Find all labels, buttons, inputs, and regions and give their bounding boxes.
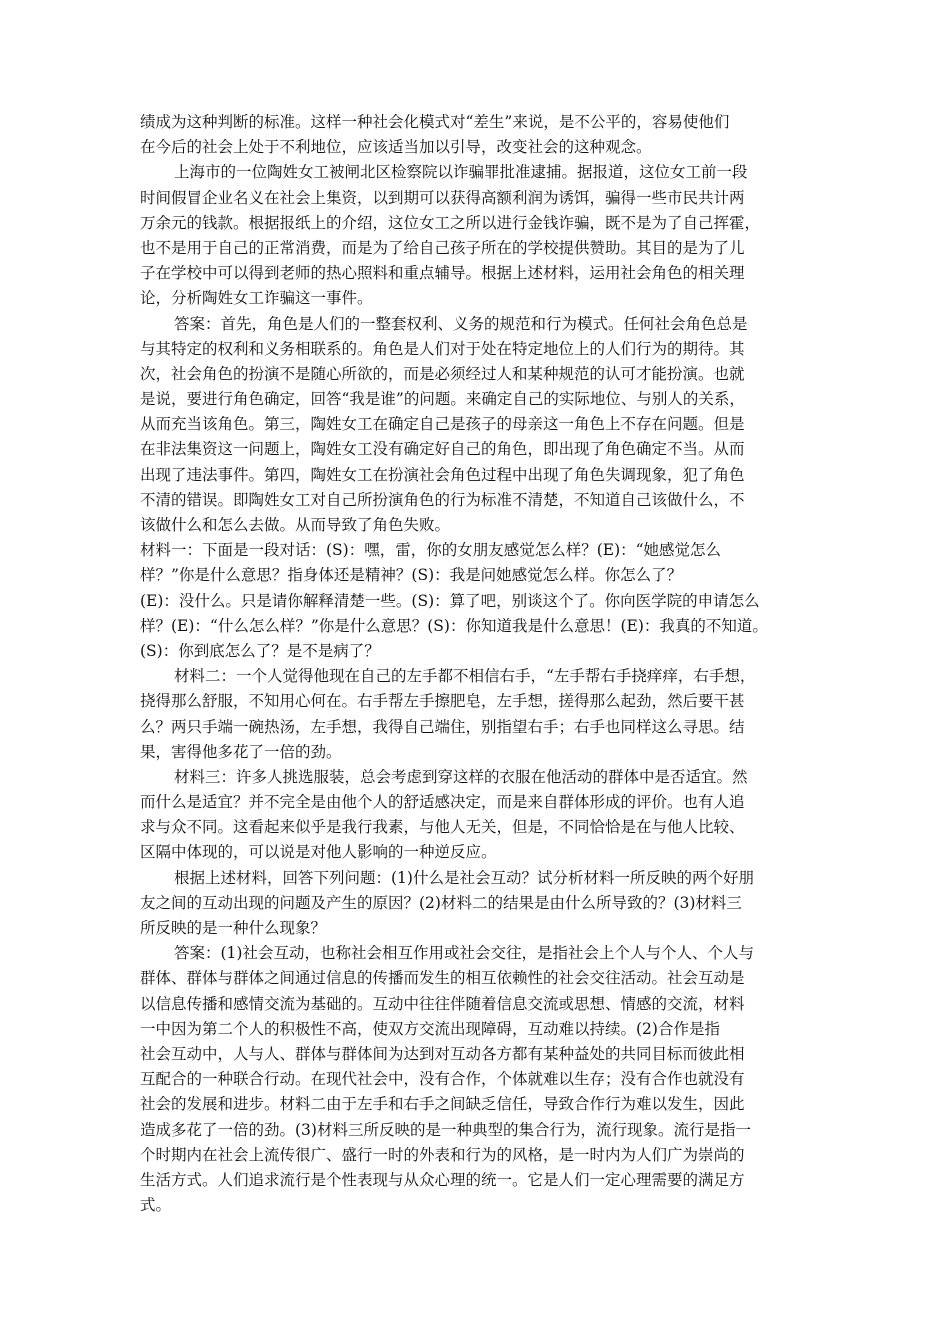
text-line: 一中因为第二个人的积极性不高，使双方交流出现障碍，互动难以持续。(2)合作是指	[140, 1019, 720, 1038]
text-line: 互配合的一种联合行动。在现代社会中，没有合作，个体就难以生存；没有合作也就没有	[140, 1070, 745, 1089]
text-line: 样？”你是什么意思？指身体还是精神？(S)：我是问她感觉怎么样。你怎么了？	[140, 566, 683, 585]
text-line: 材料二：一个人觉得他现在自己的左手都不相信右手，“左手帮右手挠痒痒，右手想，	[174, 667, 756, 686]
text-line: 材料三：许多人挑选服装，总会考虑到穿这样的衣服在他活动的群体中是否适宜。然	[174, 767, 748, 786]
text-line: 个时期内在社会上流传很广、盛行一时的外表和行为的风格，是一时内为人们广为崇尚的	[140, 1145, 745, 1164]
text-line: 而什么是适宜？并不完全是由他个人的舒适感决定，而是来自群体形成的评价。也有人追	[140, 793, 745, 812]
text-line: 绩成为这种判断的标准。这样一种社会化模式对“差生”来说，是不公平的，容易使他们	[140, 113, 730, 131]
text-line: 友之间的互动出现的问题及产生的原因？(2)材料二的结果是由什么所导致的？(3)材料三	[140, 893, 742, 912]
text-line: 求与众不同。这看起来似乎是我行我素，与他人无关，但是，不同恰恰是在与他人比较、	[140, 818, 745, 837]
text-line: 么？两只手端一碗热汤，左手想，我得自己端住，别指望右手；右手也同样这么寻思。结	[140, 717, 745, 736]
text-line: 答案：(1)社会互动，也称社会相互作用或社会交往，是指社会上个人与个人、个人与	[174, 944, 754, 963]
text-line: 也不是用于自己的正常消费，而是为了给自己孩子所在的学校提供赞助。其目的是为了儿	[140, 238, 745, 257]
text-line: 子在学校中可以得到老师的热心照料和重点辅导。根据上述材料，运用社会角色的相关理	[140, 264, 745, 283]
text-line: (E)：没什么。只是请你解释清楚一些。(S)：算了吧，别谈这个了。你向医学院的申请怎么	[140, 591, 760, 610]
text-line: 次，社会角色的扮演不是随心所欲的，而是必须经过人和某种规范的认可才能扮演。也就	[140, 364, 745, 383]
text-line: 果，害得他多花了一倍的劲。	[140, 742, 342, 761]
text-line: 出现了违法事件。第四，陶姓女工在扮演社会角色过程中出现了角色失调现象，犯了角色	[140, 465, 745, 484]
text-line: 在非法集资这一问题上，陶姓女工没有确定好自己的角色，即出现了角色确定不当。从而	[140, 440, 745, 459]
text-line: 以信息传播和感情交流为基础的。互动中往往伴随着信息交流或思想、情感的交流，材料	[140, 994, 745, 1013]
text-line: 材料一：下面是一段对话：(S)：嘿，雷，你的女朋友感觉怎么样？(E)：“她感觉怎么	[140, 541, 722, 560]
text-line: 与其特定的权利和义务相联系的。角色是人们对于处在特定地位上的人们行为的期待。其	[140, 339, 745, 358]
text-line: 所反映的是一种什么现象？	[140, 919, 327, 937]
text-line: 社会的发展和进步。材料二由于左手和右手之间缺乏信任，导致合作行为难以发生，因此	[140, 1095, 745, 1114]
text-line: (S)：你到底怎么了？是不是病了？	[140, 641, 380, 660]
text-line: 是说，要进行角色确定，回答“我是谁”的问题。来确定自己的实际地位、与别人的关系，	[140, 390, 745, 409]
text-line: 社会互动中，人与人、群体与群体间为达到对互动各方都有某种益处的共同目标而彼此相	[140, 1044, 745, 1063]
text-line: 时间假冒企业名义在社会上集资，以到期可以获得高额利润为诱饵，骗得一些市民共计两	[140, 188, 745, 207]
text-line: 该做什么和怎么去做。从而导致了角色失败。	[140, 516, 451, 534]
text-line: 样？(E)：“什么怎么样？”你是什么意思？(S)：你知道我是什么意思！(E)：我真的不知道。	[140, 616, 768, 635]
text-line: 生活方式。人们追求流行是个性表现与从众心理的统一。它是人们一定心理需要的满足方	[140, 1170, 745, 1189]
text-line: 在今后的社会上处于不利地位，应该适当加以引导，改变社会的这种观念。	[140, 138, 652, 157]
text-line: 区隔中体现的，可以说是对他人影响的一种逆反应。	[140, 843, 497, 862]
text-line: 不清的错误。即陶姓女工对自己所扮演角色的行为标准不清楚，不知道自己该做什么，不	[140, 490, 745, 509]
text-line: 从而充当该角色。第三，陶姓女工在确定自己是孩子的母亲这一角色上不存在问题。但是	[140, 415, 745, 434]
text-line: 群体、群体与群体之间通过信息的传播而发生的相互依赖性的社会交往活动。社会互动是	[140, 969, 745, 988]
text-line: 论，分析陶姓女工诈骗这一事件。	[140, 289, 373, 308]
text-line: 造成多花了一倍的劲。(3)材料三所反映的是一种典型的集合行为，流行现象。流行是指一	[140, 1120, 751, 1139]
text-line: 根据上述材料，回答下列问题：(1)什么是社会互动？试分析材料一所反映的两个好朋	[174, 868, 754, 887]
text-line: 挠得那么舒服，不知用心何在。右手帮左手擦肥皂，左手想，搓得那么起劲，然后要干甚	[140, 692, 745, 711]
text-line: 上海市的一位陶姓女工被闸北区检察院以诈骗罪批准逮捕。据报道，这位女工前一段	[174, 163, 748, 182]
text-line: 万余元的钱款。根据报纸上的介绍，这位女工之所以进行金钱诈骗，既不是为了自己挥霍，	[140, 213, 761, 232]
document-body	[140, 110, 830, 1218]
text-line: 答案：首先，角色是人们的一整套权利、义务的规范和行为模式。任何社会角色总是	[174, 314, 748, 333]
text-line: 式。	[140, 1196, 172, 1215]
